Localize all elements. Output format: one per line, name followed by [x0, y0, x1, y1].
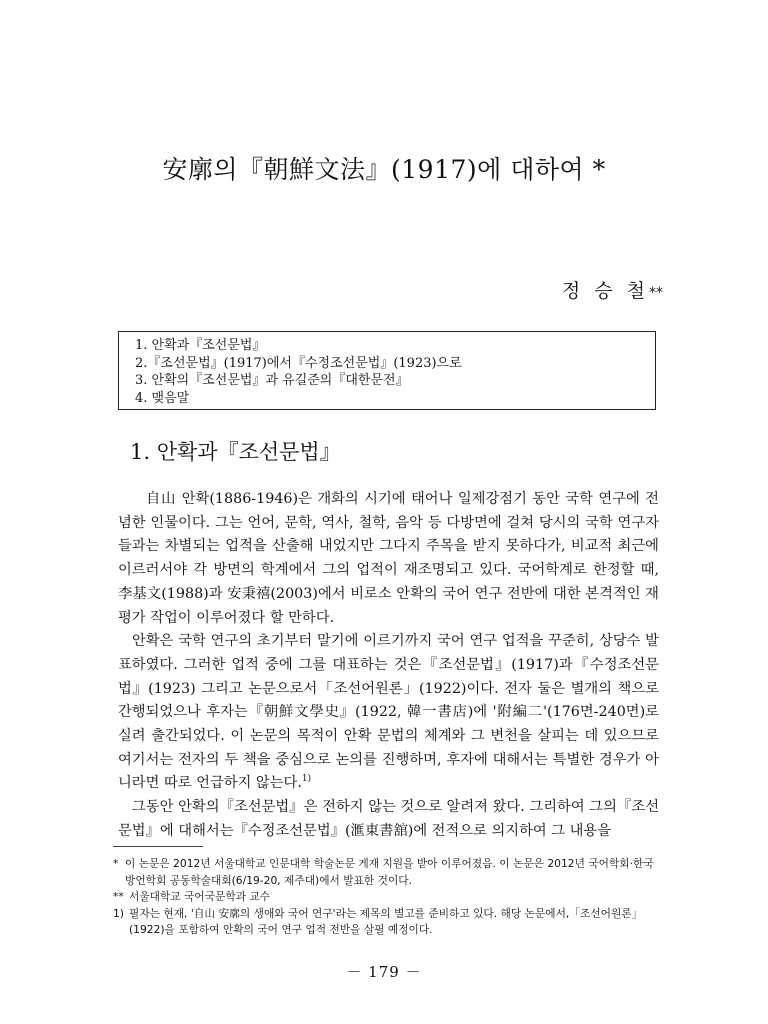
page-number: － 179 －	[346, 963, 422, 981]
footnote	[113, 889, 660, 906]
paragraph	[118, 630, 659, 796]
footnotes	[113, 856, 660, 939]
footnote	[113, 906, 660, 939]
footnote-reference: 1)	[301, 774, 312, 785]
toc-item: 2.『조선문법』(1917)에서『수정조선문법』(1923)으로	[135, 355, 462, 371]
footnote-mark: 1)	[113, 906, 124, 920]
toc-item: 1. 안확과『조선문법』	[135, 338, 266, 353]
body-text	[118, 488, 659, 844]
paper-title: 安廓의『朝鮮文法』(1917)에 대하여 *	[162, 155, 606, 184]
footnote-mark: **	[113, 890, 124, 903]
footnote-text: 필자는 현재, '自山 安廓의 생애와 국어 연구'라는 제목의 별고를 준비하고 있다. 해당 논문에서,「조선어원론」(1922)을 포함하여 안확의 국어 연구 업적 전반을 살필 예정이다.	[129, 906, 643, 936]
footnote-text: 서울대학교 국어국문학과 교수	[129, 890, 271, 903]
table-of-contents	[118, 331, 656, 410]
paragraph-text: 안확은 국학 연구의 초기부터 말기에 이르기까지 국어 연구 업적을 꾸준히, 상당수 발표하였다. 그러한 업적 중에 그를 대표하는 것은『조선문법』(1917)과『수정조선문법』(1923) 그리고 논문으로서「조선어원론」(1922)이다. 전자 둘은 별개의 책으로 간행되었으나 후자는『朝鮮文學史』(1922, 韓一書店)에 '附編二'(176면-240면)로 실려 출간되었다. 이 논문의 목적이 안확 문법의 체계와 그 변천을 살피는 데 있으므로 여기서는 전자의 두 책을 중심으로 논의를 진행하며, 후자에 대해서는 특별한 경우가 아니라면 따로 언급하지 않는다.	[118, 633, 659, 792]
footnote-mark: *	[113, 857, 119, 870]
paragraph: 그동안 안확의『조선문법』은 전하지 않는 것으로 알려져 왔다. 그리하여 그의『조선문법』에 대해서는『수정조선문법』(滙東書舘)에 전적으로 의지하여 그 내용을	[118, 799, 659, 839]
author-footnote-mark: **	[649, 285, 663, 301]
section-heading: 1. 안확과『조선문법』	[130, 440, 341, 464]
author-name: 정 승 철	[561, 280, 649, 302]
footnote-divider	[113, 846, 203, 847]
paragraph: 自山 안확(1886-1946)은 개화의 시기에 태어나 일제강점기 동안 국학 연구에 전념한 인물이다. 그는 언어, 문학, 역사, 철학, 음악 등 다방면에 걸쳐 당시의 국학 연구자들과는 차별되는 업적을 산출해 내었지만 그다지 주목을 받지 못하다가, 비교적 최근에 이르러서야 각 방면의 학계에서 그의 업적이 재조명되고 있다. 국어학계로 한정할 때, 李基文(1988)과 安秉禧(2003)에서 비로소 안확의 국어 연구 전반에 대한 본격적인 재평가 작업이 이루어졌다 할 만하다.	[118, 491, 659, 626]
author-line	[562, 276, 663, 303]
toc-item: 4. 맺음말	[135, 390, 190, 406]
footnote	[113, 856, 660, 889]
toc-item: 3. 안확의『조선문법』과 유길준의『대한문전』	[135, 373, 409, 388]
footnote-text: 이 논문은 2012년 서울대학교 인문대학 학술논문 게재 지원을 받아 이루어졌음. 이 논문은 2012년 국어학회·한국방언학회 공동학술대회(6/19-20, 제주대)에서 발표한 것이다.	[125, 857, 654, 887]
